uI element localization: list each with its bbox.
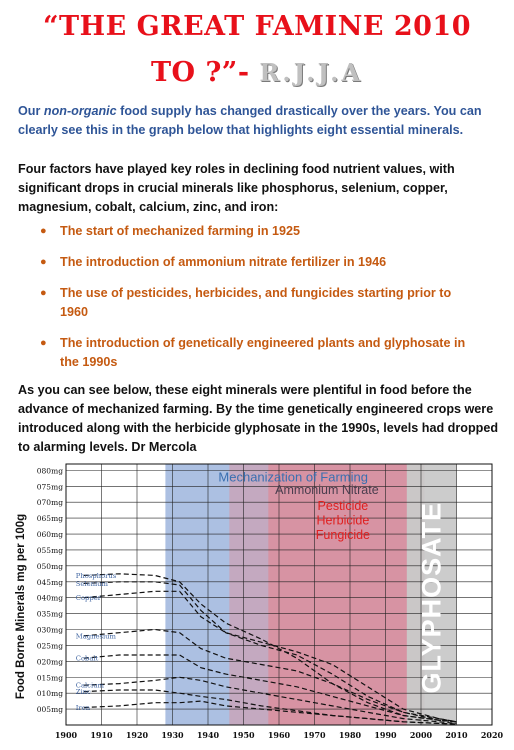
series-label-selenium: Selenium <box>75 579 108 588</box>
y-tick-label: 050mg <box>36 561 63 571</box>
series-label-cobalt: Cobalt <box>75 654 99 663</box>
y-tick-label: 025mg <box>36 641 63 651</box>
x-tick-label: 1920 <box>125 730 149 740</box>
factor-item <box>40 253 480 272</box>
band-label: Fungicide <box>315 527 371 542</box>
series-label-calcium: Calcium <box>75 681 104 690</box>
y-tick-label: 060mg <box>36 530 63 540</box>
x-tick-label: 2000 <box>409 730 433 740</box>
mineral-decline-chart <box>0 458 514 750</box>
x-tick-label: 1950 <box>232 730 255 740</box>
y-tick-label: 015mg <box>36 673 63 683</box>
bullet-icon: ● <box>40 225 47 237</box>
y-tick-label: 005mg <box>36 705 63 715</box>
y-tick-label: 075mg <box>36 482 63 492</box>
x-tick-label: 1970 <box>303 730 326 740</box>
band-label: Ammonium Nitrate <box>275 483 379 498</box>
intro-emphasis: non-organic <box>43 104 117 118</box>
factor-text: The start of mechanized farming in 1925 <box>60 224 301 238</box>
page-title: “THE GREAT FAMINE 2010 <box>42 11 471 42</box>
y-tick-label: 045mg <box>36 577 63 587</box>
x-tick-label: 2020 <box>480 730 504 740</box>
bullet-icon: ● <box>40 287 47 299</box>
author-signature: R.J.J.A <box>259 58 364 87</box>
page-title-line2 <box>0 56 514 90</box>
x-tick-label: 1960 <box>267 730 291 740</box>
factor-list <box>40 222 480 384</box>
x-tick-label: 1900 <box>54 730 78 740</box>
x-tick-label: 1990 <box>374 730 397 740</box>
series-label-magnesium: Magnesium <box>75 632 116 641</box>
factor-item <box>40 284 480 322</box>
series-label-zinc: Zinc <box>75 688 91 697</box>
band-label: Pesticide <box>317 499 369 514</box>
band-label: GLYPHOSATE <box>416 501 447 694</box>
band-label: Mechanization of Farming <box>218 469 368 485</box>
band-label: Herbicide <box>316 513 370 528</box>
y-tick-label: 040mg <box>36 593 63 603</box>
y-axis-label: Food Borne Minerals mg per 100g <box>15 513 27 700</box>
intro-part1: Our <box>18 104 44 118</box>
factor-text: The introduction of ammonium nitrate fertilizer in 1946 <box>60 255 387 269</box>
intro-part2: food supply has changed drastically over the years. You can clearly see this in the graph below that highlights eight essential minerals. <box>18 104 482 137</box>
y-tick-label: 030mg <box>36 625 63 635</box>
series-label-iron: Iron <box>75 703 91 712</box>
intro-paragraph <box>18 102 500 140</box>
factors-paragraph: Four factors have played key roles in declining food nutrient values, with significant drops in crucial minerals like phosphorus, selenium, copper, magnesium, cobalt, calcium, zinc, and iron: <box>18 162 455 214</box>
y-tick-label: 065mg <box>36 514 63 524</box>
y-tick-label: 070mg <box>36 498 63 508</box>
factor-item <box>40 334 480 372</box>
series-label-phosphorus: Phosphorus <box>75 571 117 580</box>
y-tick-label: 020mg <box>36 657 63 667</box>
bullet-icon: ● <box>40 337 47 349</box>
x-tick-label: 2010 <box>445 730 468 740</box>
y-tick-label: 010mg <box>36 689 63 699</box>
title-suffix: TO ?”- <box>150 57 260 88</box>
x-tick-label: 1940 <box>196 730 220 740</box>
x-tick-label: 1910 <box>90 730 113 740</box>
bullet-icon: ● <box>40 256 47 268</box>
factor-text: The use of pesticides, herbicides, and fungicides starting prior to 1960 <box>60 286 452 319</box>
y-tick-label: 080mg <box>36 466 63 476</box>
factor-item <box>40 222 480 241</box>
y-tick-label: 055mg <box>36 545 63 555</box>
factor-text: The introduction of genetically engineered plants and glyphosate in the 1990s <box>60 336 466 369</box>
x-tick-label: 1980 <box>338 730 362 740</box>
closing-paragraph: As you can see below, these eight minerals were plentiful in food before the advance of mechanized farming. By the time genetically engineered crops were introduced along with the herbicide glyphosate in the 1990s, levels had dropped to alarming levels. Dr Mercola <box>18 383 499 454</box>
y-tick-label: 035mg <box>36 609 63 619</box>
x-tick-label: 1930 <box>161 730 184 740</box>
series-label-copper: Copper <box>75 594 102 603</box>
